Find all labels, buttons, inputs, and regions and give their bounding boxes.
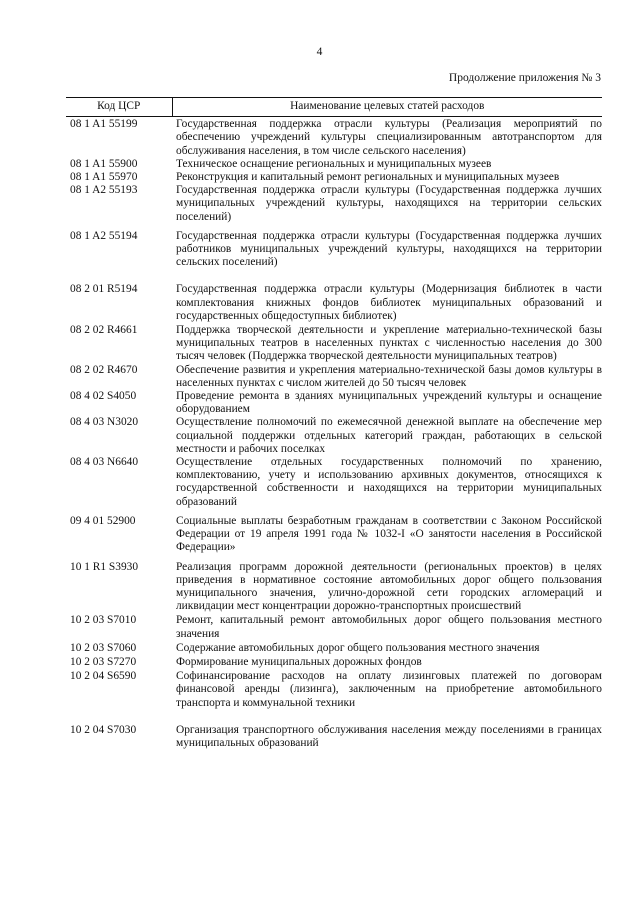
row-name: Социальные выплаты безработным гражданам в соответствии с Законом Российской Федерации от 19 апреля 1991 года № 1032-I «О занятости населения в Российской Федерации» [176,514,602,554]
row-name: Формирование муниципальных дорожных фондов [176,655,422,668]
row-code: 08 1 A1 55900 [70,157,138,170]
table-row [66,641,602,655]
row-name: Реализация программ дорожной деятельности (региональных проектов) в целях приведения в нормативное состояние автомобильных дорог общего пользования муниципального значения, улично-дорожной сети городских агломераций и ликвидации мест концентрации дорожно-транспортных происшествий [176,560,602,613]
row-code: 10 2 03 S7270 [70,655,137,668]
table-row [66,456,602,509]
header-name: Наименование целевых статей расходов [172,98,602,117]
row-name: Государственная поддержка отрасли культуры (Государственная поддержка лучших работников муниципальных учреждений культуры, находящихся на территории сельских поселений) [176,229,602,269]
target-articles-table [66,97,602,750]
row-name: Содержание автомобильных дорог общего пользования местного значения [176,641,540,654]
row-code: 08 4 02 S4050 [70,390,137,403]
row-name: Обеспечение развития и укрепления материально-технической базы домов культуры в населенных пунктах с числом жителей до 50 тысяч человек [176,363,602,389]
table-row [66,364,602,390]
row-code: 08 2 01 R5194 [70,283,138,296]
row-name: Государственная поддержка отрасли культуры (Государственная поддержка лучших муниципальных учреждений культуры, находящихся на территории сельских поселений) [176,184,602,223]
row-code: 10 2 03 S7010 [70,614,137,627]
table-row [66,269,602,323]
row-name: Поддержка творческой деятельности и укрепление материально-технической базы муниципальных театров в населенных пунктах с численностью населения до 300 тысяч человек (Поддержка творческой деятельности муниципальных театров) [176,324,602,363]
row-code: 08 1 A2 55194 [70,229,138,242]
table-row [66,117,602,158]
table-header [66,98,602,117]
row-code: 10 2 04 S6590 [70,670,137,683]
table-row [66,323,602,364]
row-code: 08 4 03 N3020 [70,416,139,429]
row-name: Софинансирование расходов на оплату лизинговых платежей по договорам финансовой аренды (лизинга), заключенным на приобретение автомобильного транспорта и коммунальной техники [176,670,602,709]
row-code: 08 1 A1 55199 [70,118,138,131]
row-code: 08 2 02 R4670 [70,363,138,376]
row-code: 08 1 A2 55193 [70,184,138,197]
row-code: 09 4 01 52900 [70,514,136,527]
table-row [66,669,602,710]
row-name: Осуществление отдельных государственных полномочий по хранению, комплектованию, учету и использованию архивных документов, относящихся к государственной собственности и находящихся на территории муниципальных образований [176,456,602,508]
row-name: Государственная поддержка отрасли культуры (Модернизация библиотек в части комплектования книжных фондов библиотек муниципальных образований и государственных общедоступных библиотек) [176,283,602,322]
table-row [66,655,602,669]
table-row [66,184,602,224]
row-name: Государственная поддержка отрасли культуры (Реализация мероприятий по обеспечению учреждений культуры специализированным автотранспортом для обслуживания населения, в том числе сельского населения) [176,118,602,157]
row-code: 08 1 A1 55970 [70,171,138,184]
row-name: Реконструкция и капитальный ремонт региональных и муниципальных музеев [176,171,560,184]
row-name: Проведение ремонта в зданиях муниципальных учреждений культуры и оснащение оборудованием [176,390,602,416]
row-name: Ремонт, капитальный ремонт автомобильных дорог общего пользования местного значения [176,614,602,640]
header-code: Код ЦСР [66,98,172,117]
row-code: 08 2 02 R4661 [70,324,138,337]
row-code: 10 2 04 S7030 [70,723,137,736]
table-row [66,224,602,270]
row-code: 08 4 03 N6640 [70,456,139,469]
table-row [66,710,602,750]
row-code: 10 2 03 S7060 [70,641,137,654]
row-name: Осуществление полномочий по ежемесячной денежной выплате на обеспечение мер социальной поддержки отдельных категорий граждан, работающих в сельской местности и рабочих поселках [176,416,602,455]
row-code: 10 1 R1 S3930 [70,560,139,573]
row-name: Организация транспортного обслуживания населения между поселениями в границах муниципальных образований [176,723,602,749]
table-row [66,416,602,456]
table-row [66,158,602,171]
table-row [66,509,602,555]
table-row [66,555,602,614]
table-row [66,613,602,640]
table-row [66,171,602,184]
table-row [66,390,602,416]
row-name: Техническое оснащение региональных и муниципальных музеев [176,157,492,170]
appendix-note: Продолжение приложения № 3 [448,72,601,84]
page-number: 4 [316,46,323,58]
